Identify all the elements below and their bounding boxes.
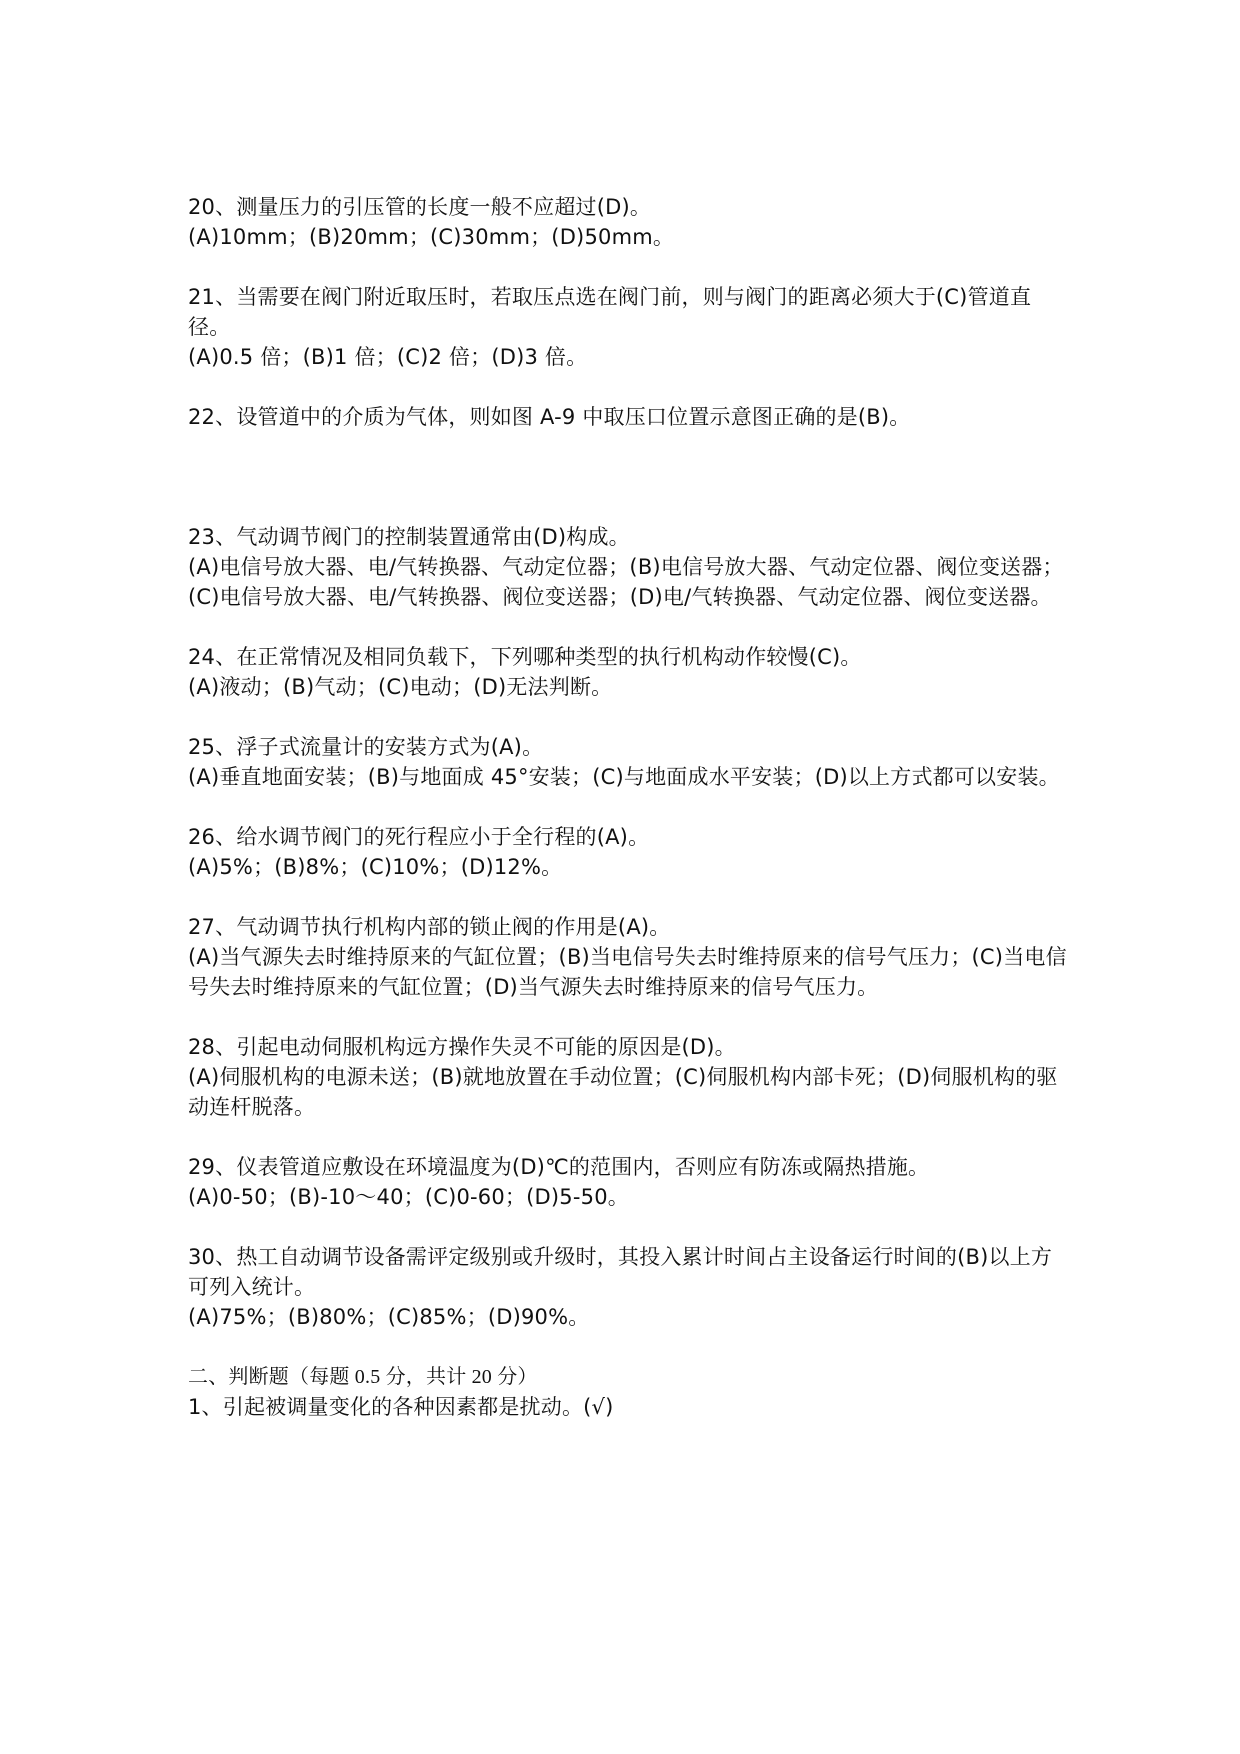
question-options: (A)0.5 倍；(B)1 倍；(C)2 倍；(D)3 倍。 bbox=[188, 345, 588, 369]
question-list bbox=[188, 192, 1068, 1422]
question-22 bbox=[188, 402, 1068, 432]
question-stem: 29、仪表管道应敷设在环境温度为(D)℃的范围内，否则应有防冻或隔热措施。 bbox=[188, 1155, 930, 1179]
question-27 bbox=[188, 912, 1068, 1002]
question-stem: 26、给水调节阀门的死行程应小于全行程的(A)。 bbox=[188, 825, 650, 849]
question-23 bbox=[188, 522, 1068, 612]
question-20 bbox=[188, 192, 1068, 252]
question-options: (A)电信号放大器、电/气转换器、气动定位器；(B)电信号放大器、气动定位器、阀位变送器；(C)电信号放大器、电/气转换器、阀位变送器；(D)电/气转换器、气动定位器、阀位变送器。 bbox=[188, 555, 1064, 609]
question-stem: 30、热工自动调节设备需评定级别或升级时，其投入累计时间占主设备运行时间的(B)以上方可列入统计。 bbox=[188, 1245, 1053, 1299]
question-stem: 23、气动调节阀门的控制装置通常由(D)构成。 bbox=[188, 525, 630, 549]
question-options: (A)垂直地面安装；(B)与地面成 45°安装；(C)与地面成水平安装；(D)以上方式都可以安装。 bbox=[188, 765, 1060, 789]
question-stem: 25、浮子式流量计的安装方式为(A)。 bbox=[188, 735, 544, 759]
question-options: (A)75%；(B)80%；(C)85%；(D)90%。 bbox=[188, 1305, 590, 1329]
question-24 bbox=[188, 642, 1068, 702]
question-options: (A)5%；(B)8%；(C)10%；(D)12%。 bbox=[188, 855, 563, 879]
question-options: (A)10mm；(B)20mm；(C)30mm；(D)50mm。 bbox=[188, 225, 675, 249]
question-stem: 27、气动调节执行机构内部的锁止阀的作用是(A)。 bbox=[188, 915, 671, 939]
question-28 bbox=[188, 1032, 1068, 1122]
question-stem: 21、当需要在阀门附近取压时，若取压点选在阀门前，则与阀门的距离必须大于(C)管道直径。 bbox=[188, 285, 1032, 339]
section-title: 二、判断题（每题 0.5 分，共计 20 分） bbox=[188, 1366, 538, 1388]
question-stem: 22、设管道中的介质为气体，则如图 A-9 中取压口位置示意图正确的是(B)。 bbox=[188, 405, 911, 429]
true-false-item-1: 1、引起被调量变化的各种因素都是扰动。(√) bbox=[188, 1395, 614, 1419]
question-stem: 20、测量压力的引压管的长度一般不应超过(D)。 bbox=[188, 195, 652, 219]
question-options: (A)当气源失去时维持原来的气缸位置；(B)当电信号失去时维持原来的信号气压力；(C)当电信号失去时维持原来的气缸位置；(D)当气源失去时维持原来的信号气压力。 bbox=[188, 945, 1067, 999]
question-25 bbox=[188, 732, 1068, 792]
question-stem: 24、在正常情况及相同负载下，下列哪种类型的执行机构动作较慢(C)。 bbox=[188, 645, 862, 669]
question-stem: 28、引起电动伺服机构远方操作失灵不可能的原因是(D)。 bbox=[188, 1035, 736, 1059]
question-21 bbox=[188, 282, 1068, 372]
question-26 bbox=[188, 822, 1068, 882]
question-options: (A)液动；(B)气动；(C)电动；(D)无法判断。 bbox=[188, 675, 613, 699]
question-options: (A)0-50；(B)-10～40；(C)0-60；(D)5-50。 bbox=[188, 1185, 629, 1209]
question-options: (A)伺服机构的电源未送；(B)就地放置在手动位置；(C)伺服机构内部卡死；(D)伺服机构的驱动连杆脱落。 bbox=[188, 1065, 1058, 1119]
question-30 bbox=[188, 1242, 1068, 1332]
question-29 bbox=[188, 1152, 1068, 1212]
